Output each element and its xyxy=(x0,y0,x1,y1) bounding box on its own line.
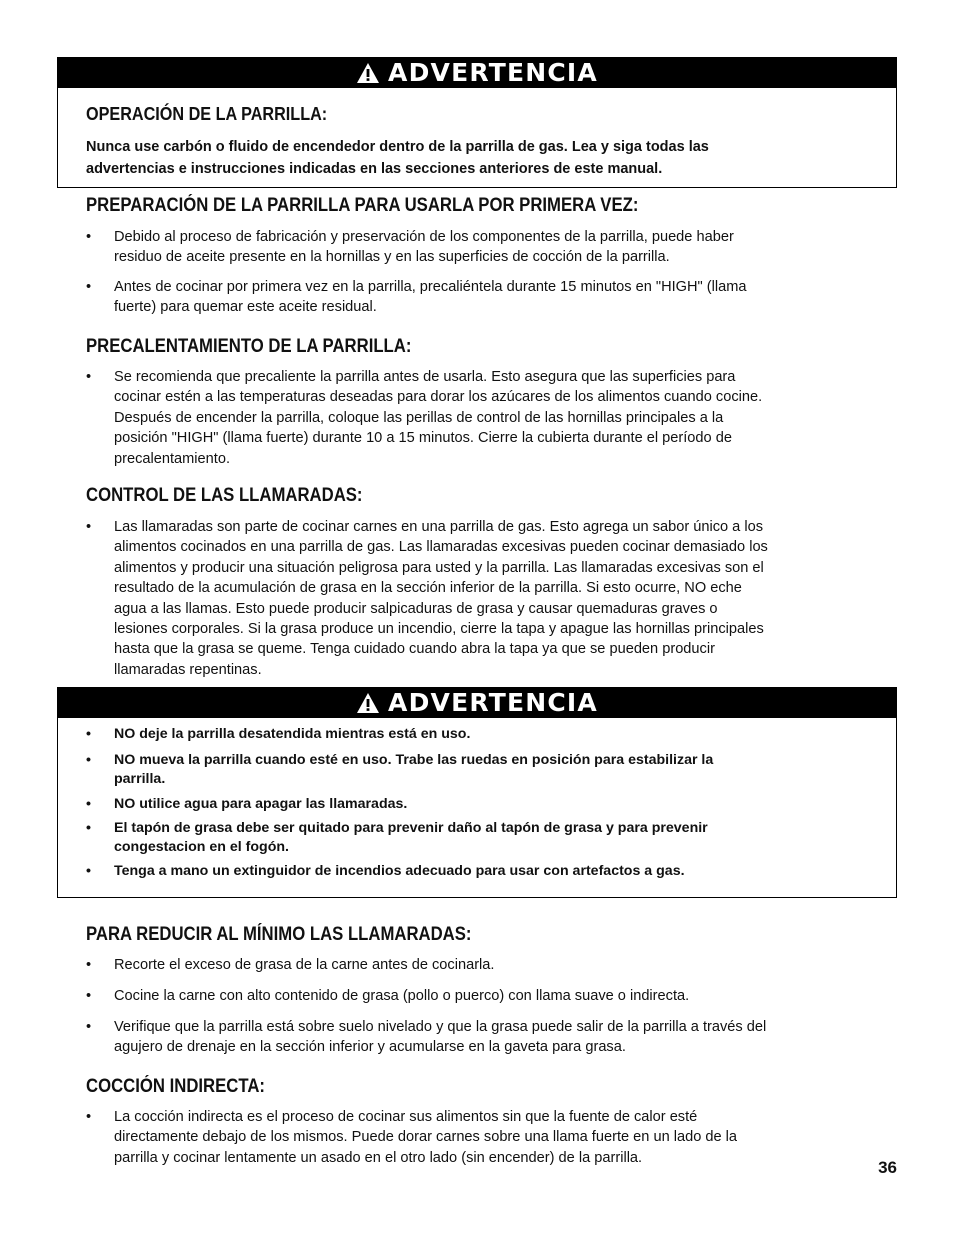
section-heading-preparation: PREPARACIÓN DE LA PARRILLA PARA USARLA POR PRIMERA VEZ: xyxy=(86,195,639,216)
section-heading-preheat: PRECALENTAMIENTO DE LA PARRILLA: xyxy=(86,336,412,357)
list-item xyxy=(86,819,846,857)
warning-box-operation xyxy=(57,57,897,188)
bullet-icon: • xyxy=(86,796,91,812)
bullet-icon: • xyxy=(86,752,91,768)
list-item xyxy=(86,277,876,318)
bullet-icon: • xyxy=(86,957,92,973)
bullet-text: La cocción indirecta es el proceso de cocinar sus alimentos sin que la fuente de calor esté directamente debajo de los mismos. Puede dorar carnes sobre una llama fuerte en un lado de la parrilla y cocinar lentamente un asado en el otro lado (sin encender) de la parrilla. xyxy=(114,1109,738,1166)
bullet-icon: • xyxy=(86,279,92,295)
section-heading-flare-control: CONTROL DE LAS LLAMARADAS: xyxy=(86,485,363,506)
bullet-icon: • xyxy=(86,519,92,535)
warning-title: ADVERTENCIA xyxy=(388,58,598,87)
bullet-icon: • xyxy=(86,988,92,1004)
warning-triangle-icon xyxy=(356,692,380,714)
list-item xyxy=(86,227,876,268)
list-item xyxy=(86,517,876,680)
bullet-text: NO mueva la parrilla cuando esté en uso. Trabe las ruedas en posición para estabilizar la parrilla. xyxy=(114,752,714,787)
list-item xyxy=(86,986,876,1006)
list-item xyxy=(86,367,876,469)
bullet-text: Cocine la carne con alto contenido de grasa (pollo o puerco) con llama suave o indirecta. xyxy=(114,988,690,1004)
operation-heading: OPERACIÓN DE LA PARRILLA: xyxy=(86,104,328,124)
bullet-text: El tapón de grasa debe ser quitado para prevenir daño al tapón de grasa y para prevenir congestacion en el fogón. xyxy=(114,820,708,855)
bullet-icon: • xyxy=(86,369,92,385)
list-item xyxy=(86,1107,876,1168)
section-heading-indirect-cooking: COCCIÓN INDIRECTA: xyxy=(86,1076,265,1097)
bullet-text: Se recomienda que precaliente la parrilla antes de usarla. Esto asegura que las superficies para cocinar estén a las temperaturas deseadas para dorar los azúcares de los alimentos cuando cocine. Después de encender la parrilla, coloque las perillas de control de las hornillas principales a la posición "HIGH" (llama fuerte) durante 10 a 15 minutos. Cierre la cubierta durante el período de precalentamiento. xyxy=(114,369,763,467)
page-number: 36 xyxy=(878,1158,897,1177)
warning-text-line: Nunca use carbón o fluido de encendedor dentro de la parrilla de gas. Lea y siga todas las xyxy=(86,139,709,155)
list-item xyxy=(86,862,846,881)
bullet-icon: • xyxy=(86,229,92,245)
warning-title: ADVERTENCIA xyxy=(388,688,598,717)
bullet-text: NO utilice agua para apagar las llamaradas. xyxy=(114,796,408,812)
warning-text-line: advertencias e instrucciones indicadas en las secciones anteriores de este manual. xyxy=(86,161,663,177)
list-item xyxy=(86,725,846,744)
list-item xyxy=(86,795,846,814)
bullet-text: Tenga a mano un extinguidor de incendios adecuado para usar con artefactos a gas. xyxy=(114,863,685,879)
bullet-icon: • xyxy=(86,1109,92,1125)
bullet-text: Debido al proceso de fabricación y preservación de los componentes de la parrilla, puede haber residuo de aceite presente en la hornillas y en las superficies de cocción de la parrilla. xyxy=(114,229,734,266)
bullet-text: Antes de cocinar por primera vez en la parrilla, precaliéntela durante 15 minutos en "HIGH" (llama fuerte) para quemar este aceite residual. xyxy=(114,279,747,316)
bullet-text: Las llamaradas son parte de cocinar carnes en una parrilla de gas. Esto agrega un sabor único a los alimentos cocinados en una parrilla de gas. Las llamaradas excesivas pueden cocinar demasiado los alimentos y producir una situación peligrosa para usted y la parrilla. Las llamaradas excesivas son el resultado de la acumulación de grasa en la sección inferior de la parrilla. Si esto ocurre, NO eche agua a las llamas. Esto puede producir salpicaduras de grasa y causar quemaduras graves o lesiones corporales. Si la grasa produce un incendio, cierre la tapa y apague las hornillas principales hasta que la grasa se queme. Tenga cuidado cuando abra la tapa ya que se pueden producir llamaradas repentinas. xyxy=(114,519,768,678)
list-item xyxy=(86,751,846,789)
bullet-icon: • xyxy=(86,1019,92,1035)
bullet-icon: • xyxy=(86,863,91,879)
operation-warning-text xyxy=(86,136,866,180)
list-item xyxy=(86,955,876,975)
warning-banner xyxy=(58,58,896,88)
list-item xyxy=(86,1017,876,1058)
bullet-icon: • xyxy=(86,726,91,742)
bullet-text: NO deje la parrilla desatendida mientras está en uso. xyxy=(114,726,471,742)
section-heading-reduce-flare: PARA REDUCIR AL MÍNIMO LAS LLAMARADAS: xyxy=(86,924,472,945)
warning-banner xyxy=(58,688,896,718)
bullet-icon: • xyxy=(86,820,91,836)
bullet-text: Verifique que la parrilla está sobre suelo nivelado y que la grasa puede salir de la parrilla a través del agujero de drenaje en la sección inferior y acumularse en la gaveta para grasa. xyxy=(114,1019,767,1056)
warning-triangle-icon xyxy=(356,62,380,84)
bullet-text: Recorte el exceso de grasa de la carne antes de cocinarla. xyxy=(114,957,495,973)
